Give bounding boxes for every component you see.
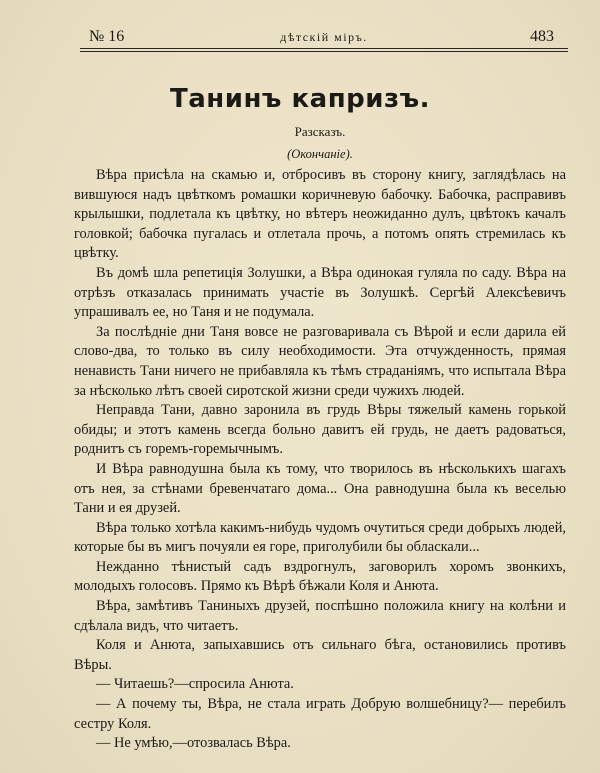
header-rule — [80, 48, 568, 49]
story-body — [74, 166, 566, 754]
paragraph: Вѣра только хотѣла какимъ-нибудь чудомъ очутиться среди добрыхъ людей, которые бы въ мигъ почуяли ея горе, приголубили бы обласкали... — [74, 519, 566, 556]
issue-number: № 16 — [89, 28, 125, 45]
paragraph: Коля и Анюта, запыхавшись отъ сильнаго бѣга, остановились противъ Вѣры. — [74, 637, 566, 673]
story-genre: Разсказъ. — [294, 124, 346, 139]
paragraph: Въ домѣ шла репетиція Золушки, а Вѣра одинокая гуляла по саду. Вѣра на отрѣзъ отказалась принимать участіе въ Золушкѣ. Сергѣй Алексѣевичъ упрашивалъ ее, но Таня и не подумала. — [74, 264, 566, 321]
dialogue-line: — Не умѣю,—отозвалась Вѣра. — [96, 735, 291, 752]
story-title: Танинъ капризъ. — [169, 84, 431, 114]
paragraph: Вѣра, замѣтивъ Таниныхъ друзей, поспѣшно положила книгу на колѣни и сдѣлала видъ, что читаетъ. — [74, 598, 566, 634]
page-number: 483 — [530, 28, 554, 45]
paragraph: Неправда Тани, давно заронила въ грудь Вѣры тяжелый камень горькой обиды; и этотъ камень всегда больно давитъ ей грудь, не даетъ радоваться, роднитъ съ горемъ-горемычнымъ. — [74, 402, 566, 458]
running-header — [80, 27, 568, 49]
dialogue-line: — А почему ты, Вѣра, не стала играть Добрую волшебницу?— перебилъ сестру Коля. — [74, 696, 566, 732]
paragraph: Нежданно тѣнистый садъ вздрогнулъ, заговорилъ хоромъ звонкихъ, молодыхъ голосовъ. Прямо къ Вѣрѣ бѣжали Коля и Анюта. — [74, 558, 566, 595]
journal-title: дѣтскій міръ. — [280, 30, 368, 44]
dialogue-line: — Читаешь?—спросила Анюта. — [96, 676, 294, 693]
paragraph: Вѣра присѣла на скамью и, отбросивъ въ сторону книгу, заглядѣлась на вившуюся надъ цвѣткомъ ромашки коричневую бабочку. Бабочка, расправивъ крылышки, подлетала къ цвѣтку, но вѣтеръ неожиданно дулъ, цвѣтокъ качалъ головкой; бабочка пугалась и отлетала прочь, а потомъ опять стремилась къ цвѣтку. — [74, 167, 566, 262]
header-rule-thin — [80, 51, 568, 52]
paragraph: За послѣдніе дни Таня вовсе не разговаривала съ Вѣрой и если дарила ей слово-два, то только въ силу необходимости. Эта отчужденность, прямая ненависть Тани ничего не прибавляла къ тѣмъ страданіямъ, что испытала Вѣра за нѣсколько лѣтъ своей сиротской жизни среди чужихъ людей. — [74, 323, 566, 399]
continuation-note: (Окончаніе). — [287, 147, 353, 161]
paragraph: И Вѣра равнодушна была къ тому, что творилось въ нѣсколькихъ шагахъ отъ нея, за стѣнами бревенчатаго дома... Она равнодушна была къ веселью Тани и ея друзей. — [74, 460, 566, 517]
